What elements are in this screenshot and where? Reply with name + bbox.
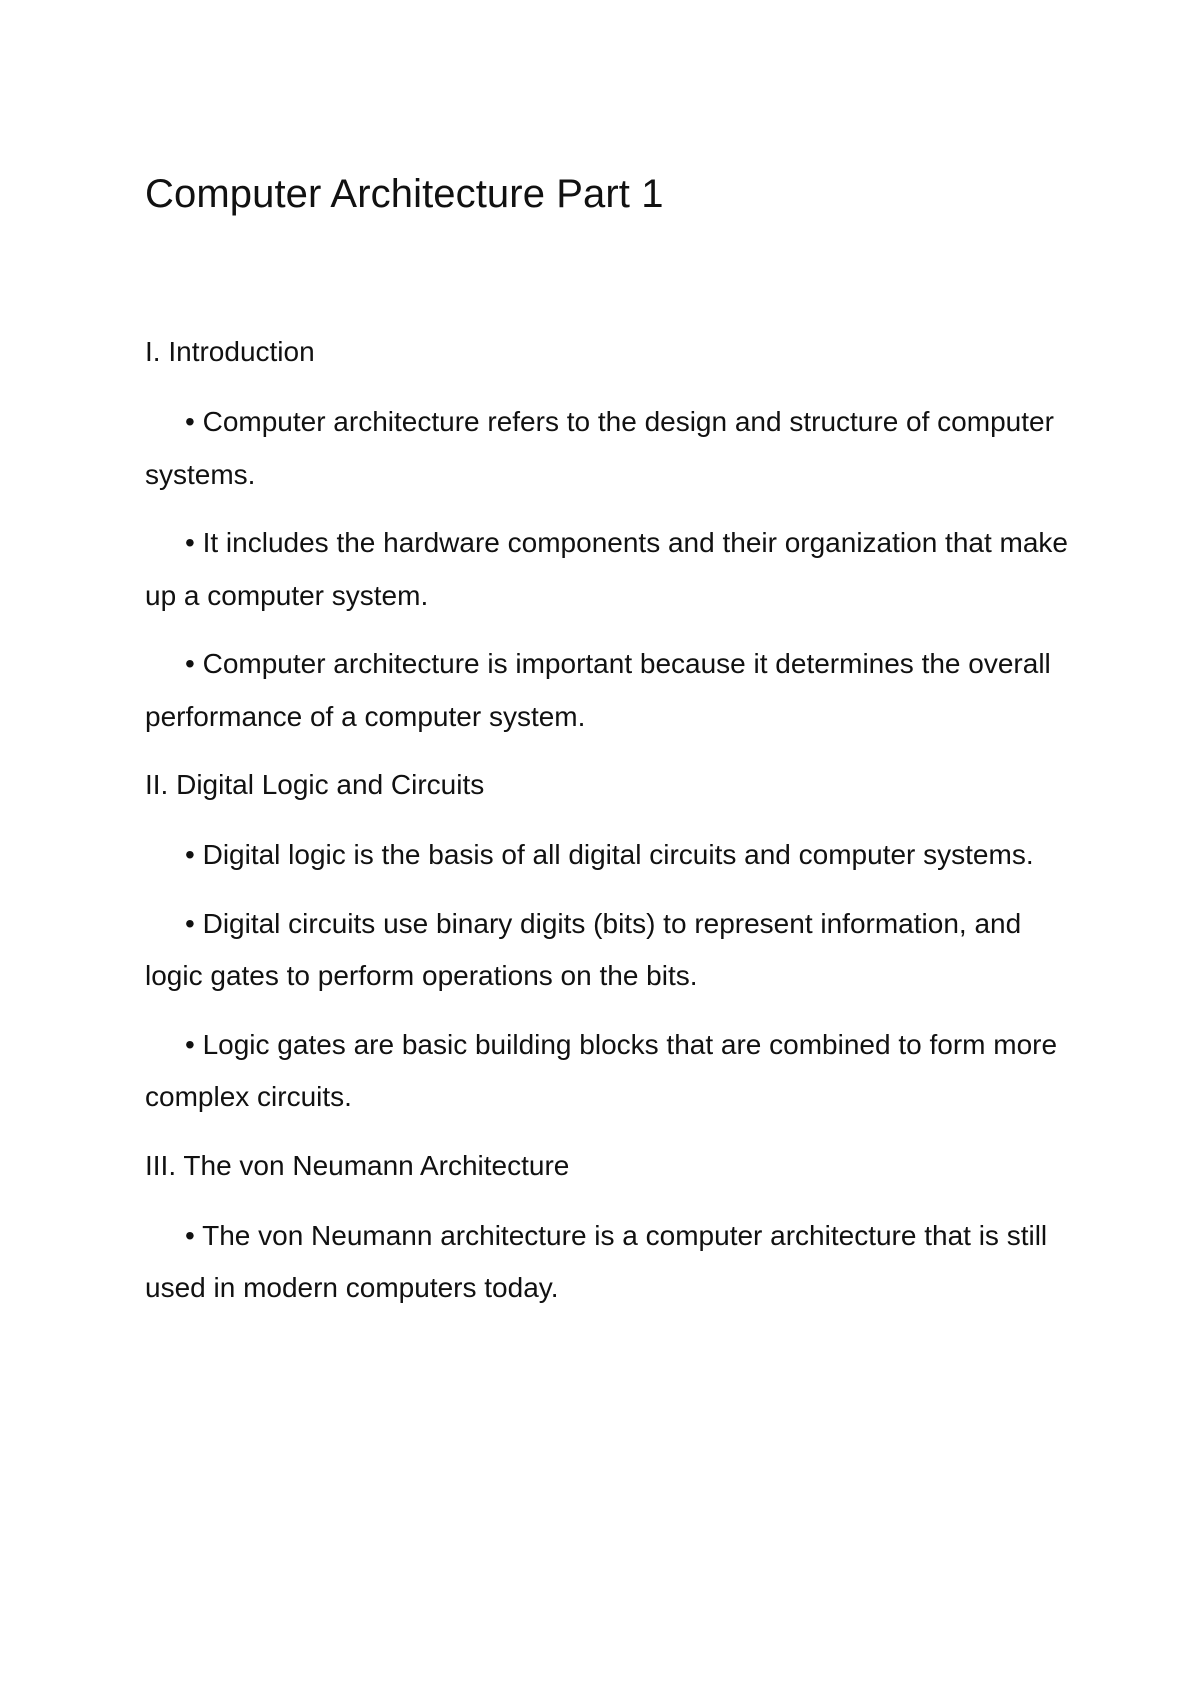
list-item-text: It includes the hardware components and their organization that make up a computer system. xyxy=(145,527,1068,611)
list-item-text: The von Neumann architecture is a computer architecture that is still used in modern computers today. xyxy=(145,1219,1048,1303)
list-item xyxy=(145,396,1075,501)
list-item xyxy=(145,1019,1075,1124)
bullet-icon: • xyxy=(185,527,195,558)
section-heading: III. The von Neumann Architecture xyxy=(145,1149,570,1181)
document-page xyxy=(145,168,1075,1339)
section-heading: I. Introduction xyxy=(145,336,315,367)
section-digital-logic xyxy=(145,767,1075,1124)
list-item xyxy=(145,638,1075,743)
bullet-icon: • xyxy=(185,907,195,939)
section-von-neumann xyxy=(145,1148,1075,1315)
list-item xyxy=(145,898,1075,1003)
list-item xyxy=(145,829,1075,882)
list-item xyxy=(145,1210,1075,1315)
section-introduction xyxy=(145,334,1075,743)
bullet-icon: • xyxy=(185,1219,195,1251)
bullet-icon: • xyxy=(185,406,195,437)
list-item-text: Computer architecture is important because it determines the overall performance of a computer system. xyxy=(145,648,1051,732)
list-item xyxy=(145,517,1075,622)
list-item-text: Digital logic is the basis of all digital circuits and computer systems. xyxy=(202,839,1034,870)
list-item-text: Digital circuits use binary digits (bits) to represent information, and logic gates to perform operations on the bits. xyxy=(145,907,1022,991)
list-item-text: Logic gates are basic building blocks that are combined to form more complex circuits. xyxy=(145,1028,1058,1112)
section-heading: II. Digital Logic and Circuits xyxy=(145,769,485,800)
page-title: Computer Architecture Part 1 xyxy=(145,172,664,216)
bullet-icon: • xyxy=(185,839,195,870)
bullet-icon: • xyxy=(185,1028,195,1060)
list-item-text: Computer architecture refers to the design and structure of computer systems. xyxy=(145,406,1054,490)
bullet-icon: • xyxy=(185,648,195,679)
